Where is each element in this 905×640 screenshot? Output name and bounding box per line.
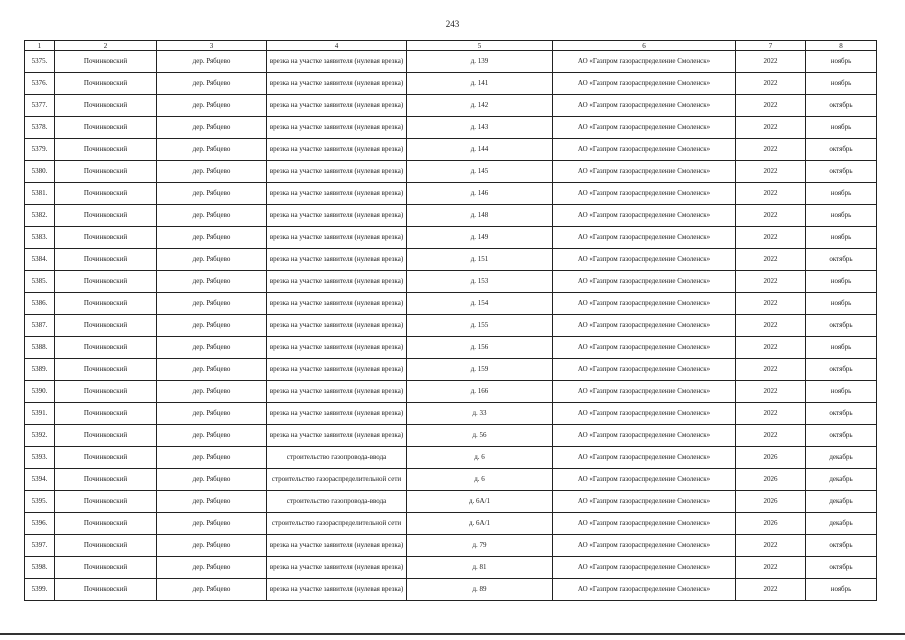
year-cell: 2022 [736, 425, 806, 447]
house-number-cell: д. 155 [407, 315, 553, 337]
row-number-cell: 5377. [25, 95, 55, 117]
month-cell: ноябрь [806, 337, 877, 359]
settlement-cell: дер. Рябцево [157, 183, 267, 205]
work-type-cell: врезка на участке заявителя (нулевая врезка) [267, 293, 407, 315]
settlement-cell: дер. Рябцево [157, 447, 267, 469]
organization-cell: АО «Газпром газораспределение Смоленск» [553, 535, 736, 557]
district-cell: Починковский [55, 315, 157, 337]
month-cell: декабрь [806, 491, 877, 513]
house-number-cell: д. 6А/1 [407, 513, 553, 535]
month-cell: октябрь [806, 95, 877, 117]
organization-cell: АО «Газпром газораспределение Смоленск» [553, 425, 736, 447]
district-cell: Починковский [55, 425, 157, 447]
table-row [25, 139, 877, 161]
organization-cell: АО «Газпром газораспределение Смоленск» [553, 95, 736, 117]
row-number-cell: 5395. [25, 491, 55, 513]
district-cell: Починковский [55, 161, 157, 183]
district-cell: Починковский [55, 293, 157, 315]
work-type-cell: врезка на участке заявителя (нулевая врезка) [267, 183, 407, 205]
organization-cell: АО «Газпром газораспределение Смоленск» [553, 337, 736, 359]
month-cell: ноябрь [806, 51, 877, 73]
month-cell: ноябрь [806, 117, 877, 139]
settlement-cell: дер. Рябцево [157, 491, 267, 513]
table-row [25, 359, 877, 381]
work-type-cell: врезка на участке заявителя (нулевая врезка) [267, 535, 407, 557]
organization-cell: АО «Газпром газораспределение Смоленск» [553, 161, 736, 183]
house-number-cell: д. 145 [407, 161, 553, 183]
organization-cell: АО «Газпром газораспределение Смоленск» [553, 381, 736, 403]
month-cell: октябрь [806, 557, 877, 579]
work-type-cell: врезка на участке заявителя (нулевая врезка) [267, 205, 407, 227]
settlement-cell: дер. Рябцево [157, 557, 267, 579]
organization-cell: АО «Газпром газораспределение Смоленск» [553, 491, 736, 513]
year-cell: 2026 [736, 513, 806, 535]
month-cell: октябрь [806, 315, 877, 337]
district-cell: Починковский [55, 139, 157, 161]
row-number-cell: 5387. [25, 315, 55, 337]
settlement-cell: дер. Рябцево [157, 73, 267, 95]
row-number-cell: 5381. [25, 183, 55, 205]
year-cell: 2026 [736, 491, 806, 513]
district-cell: Починковский [55, 183, 157, 205]
house-number-cell: д. 142 [407, 95, 553, 117]
organization-cell: АО «Газпром газораспределение Смоленск» [553, 403, 736, 425]
district-cell: Починковский [55, 227, 157, 249]
table-row [25, 161, 877, 183]
work-type-cell: врезка на участке заявителя (нулевая врезка) [267, 227, 407, 249]
organization-cell: АО «Газпром газораспределение Смоленск» [553, 513, 736, 535]
district-cell: Починковский [55, 557, 157, 579]
settlement-cell: дер. Рябцево [157, 205, 267, 227]
work-type-cell: врезка на участке заявителя (нулевая врезка) [267, 51, 407, 73]
table-row [25, 579, 877, 601]
organization-cell: АО «Газпром газораспределение Смоленск» [553, 227, 736, 249]
month-cell: ноябрь [806, 271, 877, 293]
year-cell: 2022 [736, 579, 806, 601]
organization-cell: АО «Газпром газораспределение Смоленск» [553, 447, 736, 469]
organization-cell: АО «Газпром газораспределение Смоленск» [553, 359, 736, 381]
organization-cell: АО «Газпром газораспределение Смоленск» [553, 579, 736, 601]
column-header: 3 [157, 41, 267, 51]
row-number-cell: 5397. [25, 535, 55, 557]
row-number-cell: 5378. [25, 117, 55, 139]
table-row [25, 381, 877, 403]
table-row [25, 557, 877, 579]
table-row [25, 535, 877, 557]
row-number-cell: 5393. [25, 447, 55, 469]
month-cell: декабрь [806, 513, 877, 535]
district-cell: Починковский [55, 117, 157, 139]
settlement-cell: дер. Рябцево [157, 161, 267, 183]
row-number-cell: 5379. [25, 139, 55, 161]
table-row [25, 95, 877, 117]
settlement-cell: дер. Рябцево [157, 381, 267, 403]
year-cell: 2022 [736, 337, 806, 359]
month-cell: октябрь [806, 139, 877, 161]
month-cell: октябрь [806, 249, 877, 271]
settlement-cell: дер. Рябцево [157, 513, 267, 535]
work-type-cell: врезка на участке заявителя (нулевая врезка) [267, 579, 407, 601]
work-type-cell: врезка на участке заявителя (нулевая врезка) [267, 161, 407, 183]
work-type-cell: врезка на участке заявителя (нулевая врезка) [267, 117, 407, 139]
house-number-cell: д. 148 [407, 205, 553, 227]
settlement-cell: дер. Рябцево [157, 249, 267, 271]
house-number-cell: д. 56 [407, 425, 553, 447]
row-number-cell: 5376. [25, 73, 55, 95]
table-row [25, 425, 877, 447]
organization-cell: АО «Газпром газораспределение Смоленск» [553, 139, 736, 161]
organization-cell: АО «Газпром газораспределение Смоленск» [553, 315, 736, 337]
table-row [25, 205, 877, 227]
year-cell: 2022 [736, 183, 806, 205]
district-cell: Починковский [55, 403, 157, 425]
year-cell: 2022 [736, 51, 806, 73]
house-number-cell: д. 153 [407, 271, 553, 293]
settlement-cell: дер. Рябцево [157, 95, 267, 117]
settlement-cell: дер. Рябцево [157, 403, 267, 425]
district-cell: Починковский [55, 51, 157, 73]
table-row [25, 469, 877, 491]
work-type-cell: врезка на участке заявителя (нулевая врезка) [267, 359, 407, 381]
row-number-cell: 5388. [25, 337, 55, 359]
column-header: 6 [553, 41, 736, 51]
year-cell: 2022 [736, 557, 806, 579]
year-cell: 2026 [736, 469, 806, 491]
month-cell: ноябрь [806, 227, 877, 249]
column-header: 2 [55, 41, 157, 51]
year-cell: 2022 [736, 271, 806, 293]
page-number: 243 [445, 19, 460, 29]
work-type-cell: врезка на участке заявителя (нулевая врезка) [267, 337, 407, 359]
column-header: 5 [407, 41, 553, 51]
work-type-cell: врезка на участке заявителя (нулевая врезка) [267, 315, 407, 337]
settlement-cell: дер. Рябцево [157, 359, 267, 381]
district-cell: Починковский [55, 337, 157, 359]
house-number-cell: д. 156 [407, 337, 553, 359]
district-cell: Починковский [55, 271, 157, 293]
table-row [25, 491, 877, 513]
row-number-cell: 5384. [25, 249, 55, 271]
table-row [25, 227, 877, 249]
organization-cell: АО «Газпром газораспределение Смоленск» [553, 117, 736, 139]
column-header: 1 [25, 41, 55, 51]
year-cell: 2022 [736, 249, 806, 271]
year-cell: 2022 [736, 359, 806, 381]
row-number-cell: 5394. [25, 469, 55, 491]
organization-cell: АО «Газпром газораспределение Смоленск» [553, 271, 736, 293]
house-number-cell: д. 159 [407, 359, 553, 381]
month-cell: ноябрь [806, 183, 877, 205]
month-cell: октябрь [806, 425, 877, 447]
work-type-cell: врезка на участке заявителя (нулевая врезка) [267, 249, 407, 271]
district-cell: Починковский [55, 579, 157, 601]
organization-cell: АО «Газпром газораспределение Смоленск» [553, 469, 736, 491]
house-number-cell: д. 144 [407, 139, 553, 161]
row-number-cell: 5375. [25, 51, 55, 73]
year-cell: 2022 [736, 403, 806, 425]
column-header: 8 [806, 41, 877, 51]
work-type-cell: врезка на участке заявителя (нулевая врезка) [267, 73, 407, 95]
year-cell: 2022 [736, 293, 806, 315]
year-cell: 2026 [736, 447, 806, 469]
row-number-cell: 5383. [25, 227, 55, 249]
month-cell: ноябрь [806, 73, 877, 95]
row-number-cell: 5391. [25, 403, 55, 425]
month-cell: декабрь [806, 469, 877, 491]
year-cell: 2022 [736, 95, 806, 117]
district-cell: Починковский [55, 447, 157, 469]
year-cell: 2022 [736, 139, 806, 161]
house-number-cell: д. 6 [407, 447, 553, 469]
organization-cell: АО «Газпром газораспределение Смоленск» [553, 205, 736, 227]
year-cell: 2022 [736, 227, 806, 249]
month-cell: октябрь [806, 161, 877, 183]
organization-cell: АО «Газпром газораспределение Смоленск» [553, 183, 736, 205]
house-number-cell: д. 79 [407, 535, 553, 557]
work-type-cell: врезка на участке заявителя (нулевая врезка) [267, 403, 407, 425]
work-type-cell: врезка на участке заявителя (нулевая врезка) [267, 95, 407, 117]
house-number-cell: д. 146 [407, 183, 553, 205]
settlement-cell: дер. Рябцево [157, 227, 267, 249]
table-row [25, 271, 877, 293]
table-row [25, 513, 877, 535]
table-row [25, 315, 877, 337]
header-row [25, 41, 877, 51]
district-cell: Починковский [55, 73, 157, 95]
table-row [25, 51, 877, 73]
work-type-cell: врезка на участке заявителя (нулевая врезка) [267, 139, 407, 161]
month-cell: ноябрь [806, 205, 877, 227]
month-cell: ноябрь [806, 293, 877, 315]
house-number-cell: д. 149 [407, 227, 553, 249]
settlement-cell: дер. Рябцево [157, 139, 267, 161]
work-type-cell: строительство газораспределительной сети [267, 513, 407, 535]
house-number-cell: д. 154 [407, 293, 553, 315]
house-number-cell: д. 6 [407, 469, 553, 491]
settlement-cell: дер. Рябцево [157, 535, 267, 557]
settlement-cell: дер. Рябцево [157, 315, 267, 337]
column-header: 4 [267, 41, 407, 51]
bottom-divider [0, 633, 905, 635]
table-row [25, 447, 877, 469]
organization-cell: АО «Газпром газораспределение Смоленск» [553, 73, 736, 95]
table-row [25, 403, 877, 425]
table-row [25, 293, 877, 315]
row-number-cell: 5385. [25, 271, 55, 293]
table-row [25, 73, 877, 95]
house-number-cell: д. 89 [407, 579, 553, 601]
district-cell: Починковский [55, 513, 157, 535]
row-number-cell: 5399. [25, 579, 55, 601]
settlement-cell: дер. Рябцево [157, 293, 267, 315]
house-number-cell: д. 139 [407, 51, 553, 73]
table-row [25, 249, 877, 271]
district-cell: Починковский [55, 469, 157, 491]
row-number-cell: 5390. [25, 381, 55, 403]
organization-cell: АО «Газпром газораспределение Смоленск» [553, 249, 736, 271]
settlement-cell: дер. Рябцево [157, 425, 267, 447]
house-number-cell: д. 141 [407, 73, 553, 95]
district-cell: Починковский [55, 491, 157, 513]
district-cell: Починковский [55, 359, 157, 381]
house-number-cell: д. 33 [407, 403, 553, 425]
settlement-cell: дер. Рябцево [157, 469, 267, 491]
work-type-cell: врезка на участке заявителя (нулевая врезка) [267, 425, 407, 447]
table-row [25, 183, 877, 205]
settlement-cell: дер. Рябцево [157, 579, 267, 601]
work-type-cell: строительство газораспределительной сети [267, 469, 407, 491]
row-number-cell: 5380. [25, 161, 55, 183]
table-row [25, 117, 877, 139]
month-cell: октябрь [806, 359, 877, 381]
house-number-cell: д. 81 [407, 557, 553, 579]
year-cell: 2022 [736, 535, 806, 557]
district-cell: Починковский [55, 95, 157, 117]
house-number-cell: д. 166 [407, 381, 553, 403]
row-number-cell: 5389. [25, 359, 55, 381]
work-type-cell: врезка на участке заявителя (нулевая врезка) [267, 271, 407, 293]
district-cell: Починковский [55, 205, 157, 227]
house-number-cell: д. 143 [407, 117, 553, 139]
organization-cell: АО «Газпром газораспределение Смоленск» [553, 51, 736, 73]
settlement-cell: дер. Рябцево [157, 117, 267, 139]
column-header: 7 [736, 41, 806, 51]
organization-cell: АО «Газпром газораспределение Смоленск» [553, 293, 736, 315]
row-number-cell: 5392. [25, 425, 55, 447]
year-cell: 2022 [736, 205, 806, 227]
gasification-schedule-table [24, 40, 877, 601]
table-row [25, 337, 877, 359]
settlement-cell: дер. Рябцево [157, 51, 267, 73]
row-number-cell: 5386. [25, 293, 55, 315]
district-cell: Починковский [55, 535, 157, 557]
settlement-cell: дер. Рябцево [157, 271, 267, 293]
month-cell: октябрь [806, 403, 877, 425]
year-cell: 2022 [736, 381, 806, 403]
work-type-cell: строительство газопровода-ввода [267, 447, 407, 469]
work-type-cell: строительство газопровода-ввода [267, 491, 407, 513]
house-number-cell: д. 6А/1 [407, 491, 553, 513]
row-number-cell: 5398. [25, 557, 55, 579]
row-number-cell: 5382. [25, 205, 55, 227]
house-number-cell: д. 151 [407, 249, 553, 271]
district-cell: Починковский [55, 381, 157, 403]
year-cell: 2022 [736, 315, 806, 337]
work-type-cell: врезка на участке заявителя (нулевая врезка) [267, 557, 407, 579]
work-type-cell: врезка на участке заявителя (нулевая врезка) [267, 381, 407, 403]
row-number-cell: 5396. [25, 513, 55, 535]
organization-cell: АО «Газпром газораспределение Смоленск» [553, 557, 736, 579]
year-cell: 2022 [736, 117, 806, 139]
month-cell: декабрь [806, 447, 877, 469]
year-cell: 2022 [736, 161, 806, 183]
settlement-cell: дер. Рябцево [157, 337, 267, 359]
month-cell: октябрь [806, 535, 877, 557]
month-cell: ноябрь [806, 381, 877, 403]
district-cell: Починковский [55, 249, 157, 271]
year-cell: 2022 [736, 73, 806, 95]
month-cell: ноябрь [806, 579, 877, 601]
